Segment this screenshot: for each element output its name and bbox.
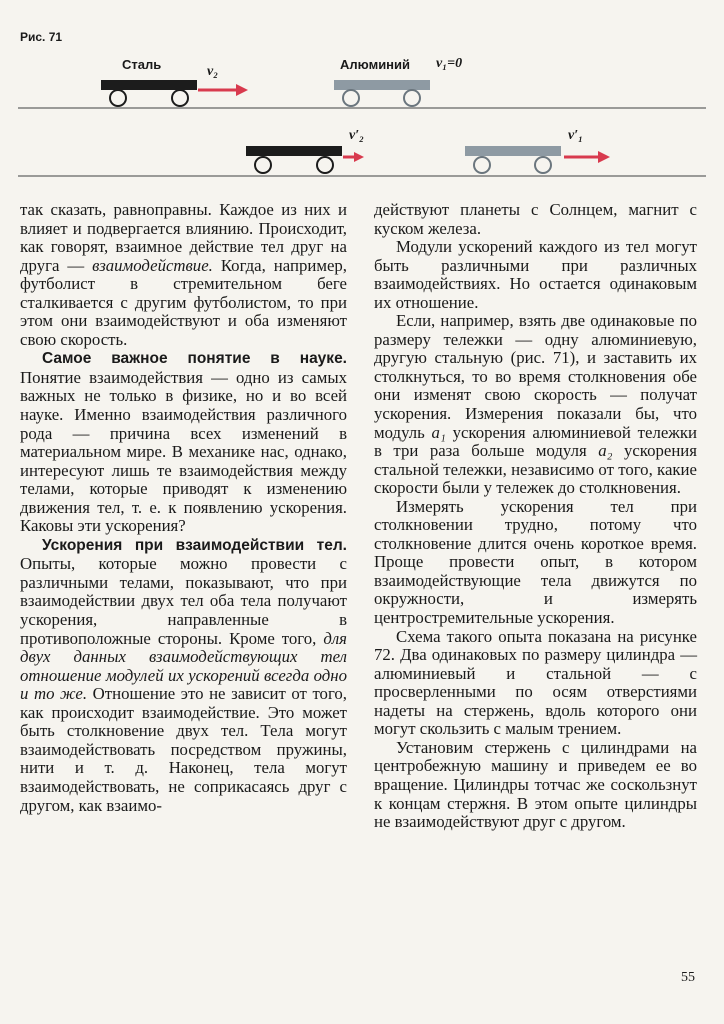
right-column: [374, 201, 697, 832]
aluminum-cart-before: [334, 80, 430, 106]
paragraph: [20, 349, 347, 535]
symbol-a2: a₂: [598, 441, 613, 461]
steel-cart-after: [246, 146, 342, 173]
paragraph: [20, 536, 347, 815]
paragraph: действуют планеты с Солнцем, магнит с куском железа.: [374, 200, 697, 238]
emphasis: для двух данных взаимодействующих тел отношение модулей их ускорений всегда одно и то же.: [20, 628, 347, 704]
paragraph: Схема такого опыта показана на рисунке 72. Два одинаковых по размеру цилиндра — алюминиевый и стальной — с просверленными по осям отверстиями надеты на стержень, вдоль которого они могут скользить с малым трением.: [374, 626, 697, 739]
v1-prime-label: v′₁: [568, 128, 584, 143]
text: Если, например, взять две одинаковые по размеру тележки — одну алюминиевую, другую стальную (рис. 71), и заставить их столкнуться, то во время столкновения обе они изменят свою скорость — получат ускорения. Измерения показали бы, что модуль: [374, 311, 697, 442]
text: ускорения стальной тележки, независимо от того, какие скорости были у тележек до столкновения.: [374, 441, 698, 498]
figure-71: [0, 0, 724, 195]
paragraph: Модули ускорений каждого из тел могут быть различными при различных взаимодействиях. Но остается одинаковым их отношение.: [374, 237, 697, 312]
v2-label: v₂: [207, 64, 219, 79]
symbol-a1: a₁: [431, 422, 446, 442]
text: Опыты, которые можно провести с различными телами, показывают, что при взаимодействии двух тел оба тела получают ускорения, направленные в противоположные стороны. Кроме того,: [20, 554, 347, 648]
steel-label: Сталь: [122, 57, 162, 72]
arrow-v1-prime: [564, 151, 610, 163]
paragraph: [374, 312, 697, 497]
page-number: 55: [681, 970, 695, 985]
paragraph: Установим стержень с цилиндрами на центробежную машину и приведем ее во вращение. Цилиндры тотчас же соскользнут к концам стержня. В этом опыте цилиндры не взаимодействуют друг с другом.: [374, 737, 697, 832]
arrow-v2-prime: [343, 152, 364, 162]
paragraph: Измерять ускорения тел при столкновении трудно, потому что столкновение длится очень короткое время. Проще провести опыт, в котором взаимодействующие тела движутся по окружности, и измерять центростремительные ускорения.: [374, 496, 697, 628]
section-heading: Ускорения при взаимодействии тел.: [42, 536, 347, 554]
v1-zero-label: v₁=0: [436, 56, 463, 71]
emphasis: взаимодействие.: [92, 255, 213, 275]
text: Понятие взаимодействия — одно из самых важных не только в физике, но и во всей науке. Именно взаимодействия различного рода — причина всех изменений в материальном мире. В механике нас, однако, интересуют лишь те взаимодействия между телами, которые приводят к изменению движения тел, т. е. к появлению ускорения. Каковы эти ускорения?: [20, 367, 347, 536]
figure-caption: Рис. 71: [20, 30, 63, 44]
aluminum-cart-after: [465, 146, 561, 173]
figure-illustration: [0, 0, 724, 195]
paragraph: [20, 201, 347, 349]
text: так сказать, равноправны. Каждое из них и влияет и подвергается влиянию. Происходит, как говорят, взаимное действие тел друг на друга —: [20, 200, 347, 275]
section-heading: Самое важное понятие в науке.: [42, 350, 347, 368]
v2-prime-label: v′₂: [349, 128, 365, 143]
text: Когда, например, футболист в стремительном беге сталкивается с другим футболистом, то при этом они взаимодействуют и оба изменяют свою скорость.: [20, 255, 347, 349]
arrow-v2: [198, 84, 248, 96]
text: ускорения алюминиевой тележки в три раза больше модуля: [374, 422, 698, 461]
aluminum-label: Алюминий: [340, 57, 411, 72]
left-column: [20, 201, 347, 815]
text: Отношение это не зависит от того, как происходит взаимодействие. Это может быть столкновение двух тел. Тела могут взаимодействовать посредством пружины, нити и т. д. Наконец, тела могут взаимодействовать, не соприкасаясь друг с другом, как взаимо-: [20, 684, 348, 815]
steel-cart-before: [101, 80, 197, 106]
